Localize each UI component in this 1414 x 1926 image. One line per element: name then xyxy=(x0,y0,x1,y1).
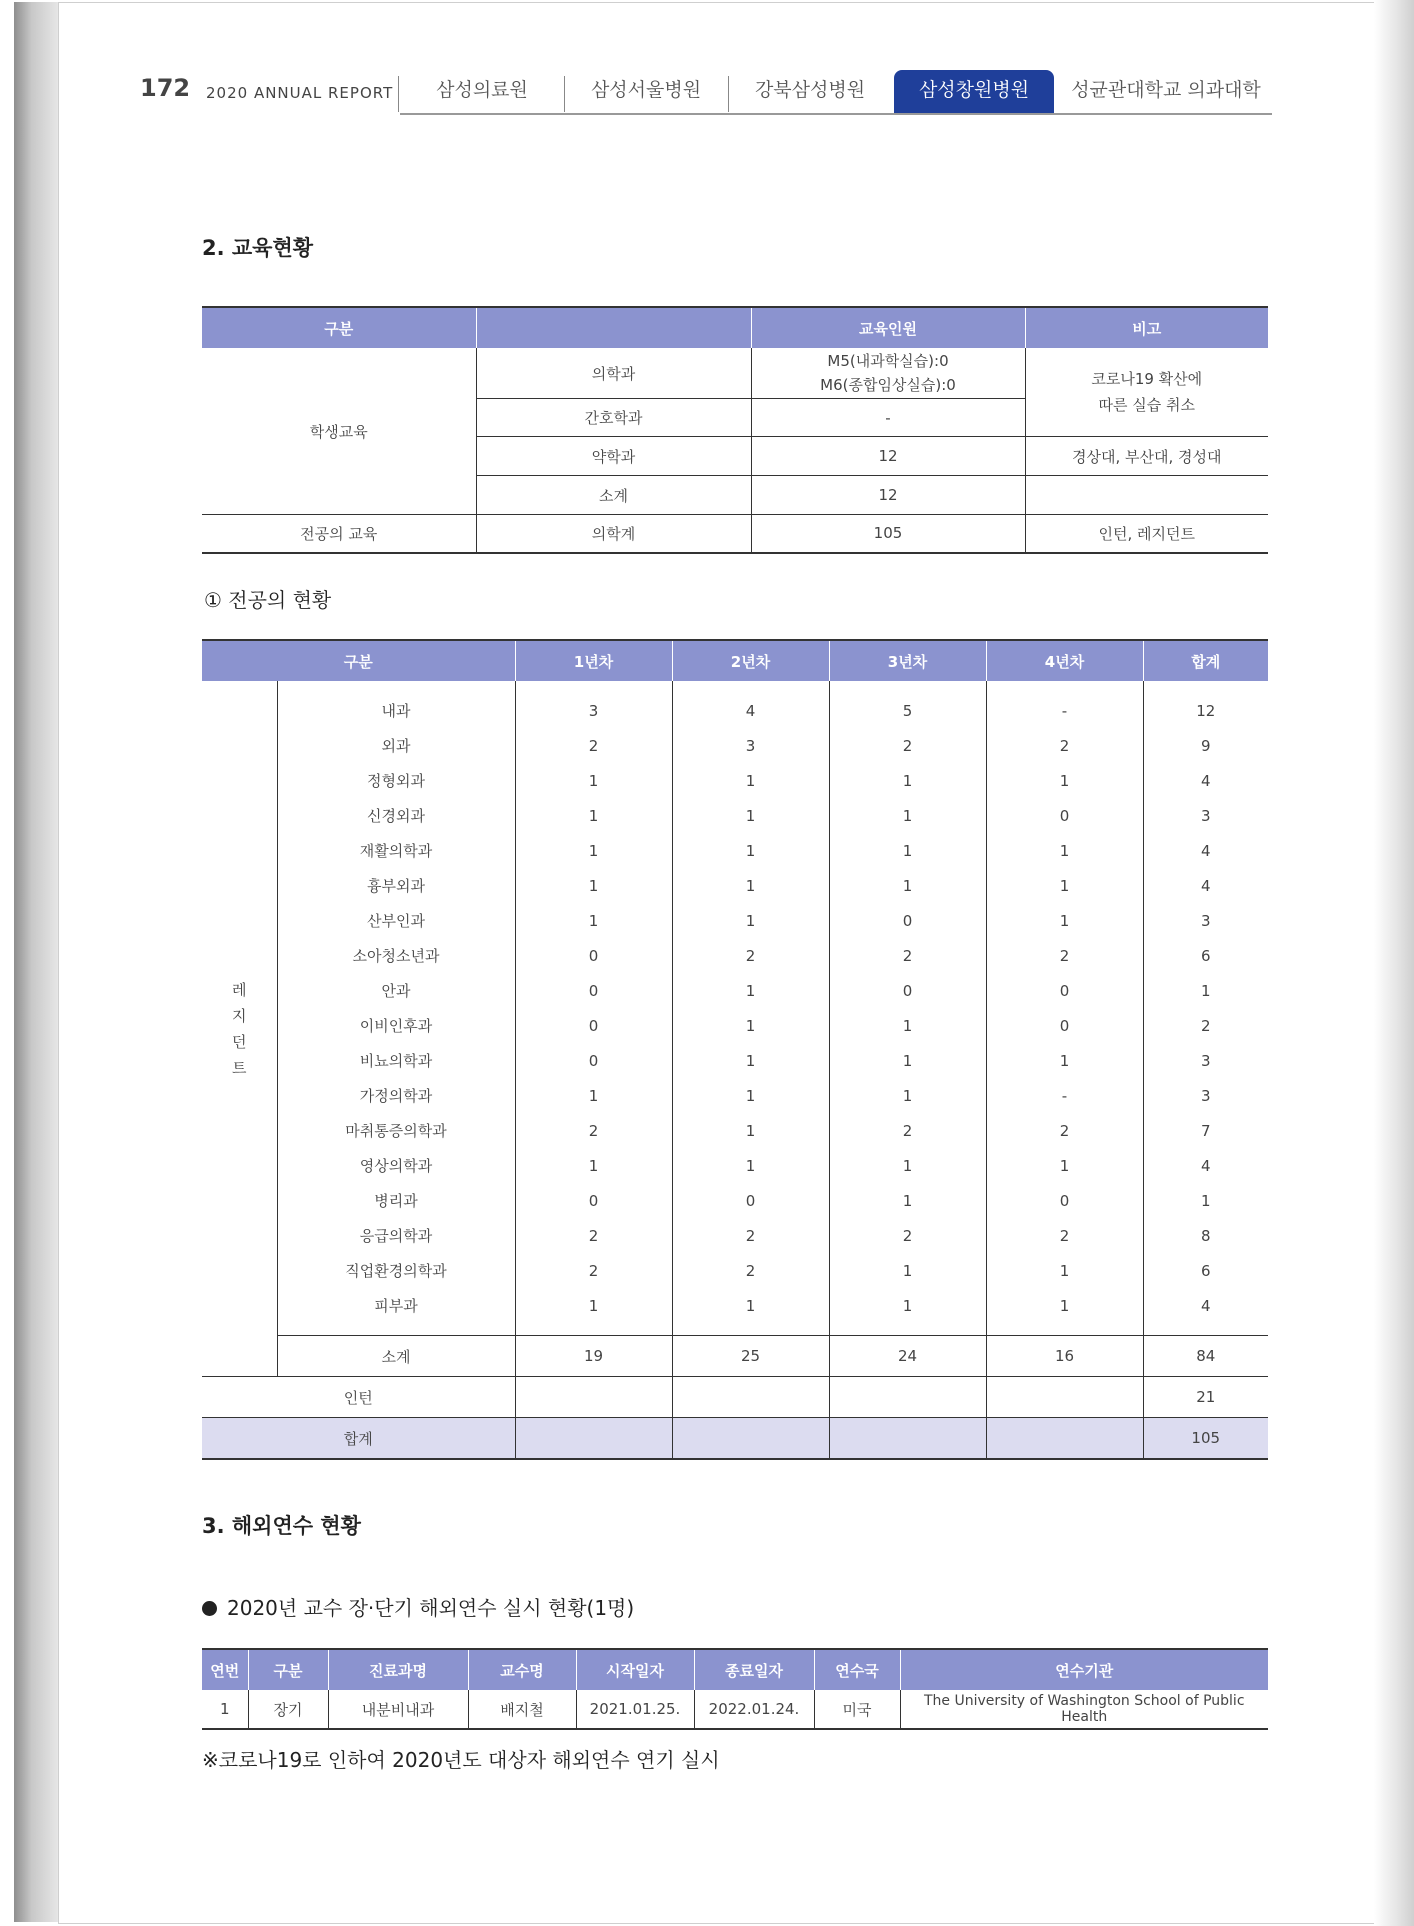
table-cell: 2 xyxy=(1143,1008,1268,1043)
table-cell: 0 xyxy=(986,973,1143,1008)
bullet-icon xyxy=(202,1601,217,1616)
table-cell: 4 xyxy=(1143,763,1268,798)
page-number: 172 xyxy=(140,74,191,102)
table-cell: 0 xyxy=(515,1183,672,1218)
table-cell: 8 xyxy=(1143,1218,1268,1253)
table-cell: 0 xyxy=(515,938,672,973)
table-cell: 1 xyxy=(829,1043,986,1078)
table-cell: 0 xyxy=(515,1043,672,1078)
table-cell: 1 xyxy=(829,833,986,868)
table-cell: 배지철 xyxy=(468,1690,576,1729)
education-table xyxy=(202,306,1268,554)
column-header: 1년차 xyxy=(515,640,672,681)
table-cell: 1 xyxy=(829,868,986,903)
table-cell: 1 xyxy=(515,868,672,903)
table-cell: 소계 xyxy=(476,476,751,515)
table-cell: 미국 xyxy=(814,1690,900,1729)
table-cell: 장기 xyxy=(248,1690,328,1729)
table-cell: - xyxy=(986,693,1143,728)
group-label-char: 지 xyxy=(232,1006,247,1025)
table-cell: 2 xyxy=(829,1113,986,1148)
column-header: 진료과명 xyxy=(328,1649,468,1690)
table-cell: 1 xyxy=(986,833,1143,868)
table-cell: 1 xyxy=(1143,1183,1268,1218)
table-row xyxy=(202,1008,1268,1043)
department-cell: 피부과 xyxy=(374,1297,418,1315)
subtotal-row xyxy=(202,1336,1268,1377)
department-cell: 영상의학과 xyxy=(359,1157,433,1175)
table-cell: 2 xyxy=(829,938,986,973)
table-row xyxy=(202,728,1268,763)
table-cell: 1 xyxy=(986,1148,1143,1183)
table-row xyxy=(202,833,1268,868)
resident-table xyxy=(202,639,1268,1460)
table-cell-group: 학생교육 xyxy=(202,348,476,515)
table-cell: 1 xyxy=(672,868,829,903)
table-cell: 1 xyxy=(829,1253,986,1288)
table-cell: - xyxy=(751,399,1025,437)
table-cell: 1 xyxy=(219,1700,230,1718)
column-header: 연수국 xyxy=(814,1649,900,1690)
department-cell: 비뇨의학과 xyxy=(359,1052,433,1070)
table-cell: 의학계 xyxy=(476,515,751,553)
table-cell: 7 xyxy=(1143,1113,1268,1148)
row-label: 인턴 xyxy=(202,1377,515,1418)
note-line: 코로나19 확산에 xyxy=(1091,370,1203,388)
table-cell: 1 xyxy=(515,903,672,938)
table-cell: 5 xyxy=(829,693,986,728)
table-cell: 4 xyxy=(1143,1288,1268,1323)
department-cell: 병리과 xyxy=(374,1192,418,1210)
table-cell: 2 xyxy=(829,1218,986,1253)
table-cell: 2 xyxy=(986,728,1143,763)
table-cell: - xyxy=(986,1078,1143,1113)
table-cell: The University of Washington School of Public Health xyxy=(900,1690,1268,1729)
table-cell: 1 xyxy=(829,1148,986,1183)
department-cell: 마취통증의학과 xyxy=(345,1122,447,1140)
tab-kangbuk-samsung-hospital[interactable]: 강북삼성병원 xyxy=(754,79,866,101)
tab-skku-medical-school[interactable]: 성균관대학교 의과대학 xyxy=(1071,79,1261,101)
overseas-bullet-title xyxy=(202,1592,634,1621)
table-cell xyxy=(515,1418,672,1460)
column-header: 합계 xyxy=(1143,640,1268,681)
table-row xyxy=(202,763,1268,798)
table-cell: 3 xyxy=(1143,1043,1268,1078)
table-row xyxy=(202,938,1268,973)
table-cell: 3 xyxy=(1143,1078,1268,1113)
table-cell-group: 전공의 교육 xyxy=(300,524,378,543)
resident-group-label xyxy=(202,681,277,1377)
table-cell: 4 xyxy=(1143,833,1268,868)
table-cell: 25 xyxy=(672,1336,829,1377)
table-cell: 12 xyxy=(1143,693,1268,728)
column-header: 구분 xyxy=(202,640,515,681)
column-header: 시작일자 xyxy=(576,1649,694,1690)
table-cell: 인턴, 레지던트 xyxy=(1025,515,1268,553)
table-row xyxy=(202,1218,1268,1253)
header-divider xyxy=(564,76,565,112)
column-header: 구분 xyxy=(202,307,476,348)
table-cell: 1 xyxy=(829,763,986,798)
footnote: ※코로나19로 인하여 2020년도 대상자 해외연수 연기 실시 xyxy=(202,1748,720,1772)
table-cell: 2 xyxy=(515,1218,672,1253)
table-row xyxy=(202,903,1268,938)
table-cell: 21 xyxy=(1143,1377,1268,1418)
column-header: 종료일자 xyxy=(694,1649,814,1690)
department-cell: 재활의학과 xyxy=(359,842,433,860)
column-header: 3년차 xyxy=(829,640,986,681)
table-cell: 1 xyxy=(515,1288,672,1323)
table-cell: 1 xyxy=(672,1008,829,1043)
table-row xyxy=(202,1043,1268,1078)
table-cell xyxy=(751,348,1025,399)
page-header xyxy=(140,70,1272,114)
header-divider xyxy=(398,76,399,112)
table-row xyxy=(202,1288,1268,1323)
total-row xyxy=(202,1418,1268,1460)
table-cell: 1 xyxy=(829,1288,986,1323)
table-cell: 1 xyxy=(515,763,672,798)
table-cell: 0 xyxy=(829,973,986,1008)
table-cell xyxy=(1025,476,1268,515)
department-cell: 신경외과 xyxy=(367,807,425,825)
table-cell xyxy=(986,1377,1143,1418)
table-cell: 12 xyxy=(751,437,1025,476)
overseas-bullet-text: 2020년 교수 장·단기 해외연수 실시 현황(1명) xyxy=(227,1596,635,1620)
table-cell: 6 xyxy=(1143,1253,1268,1288)
table-row xyxy=(202,1113,1268,1148)
table-cell: 의학과 xyxy=(476,348,751,399)
table-cell: 105 xyxy=(1143,1418,1268,1460)
table-row xyxy=(202,693,1268,728)
department-cell: 내과 xyxy=(381,702,411,720)
column-header: 4년차 xyxy=(986,640,1143,681)
table-cell: 4 xyxy=(1143,1148,1268,1183)
table-row xyxy=(202,868,1268,903)
group-label-char: 던 xyxy=(232,1032,247,1051)
table-cell: 1 xyxy=(829,1078,986,1113)
table-cell: 4 xyxy=(1143,868,1268,903)
section-education-title: 2. 교육현황 xyxy=(202,236,314,260)
table-cell: 3 xyxy=(515,693,672,728)
table-cell: 1 xyxy=(672,798,829,833)
table-row xyxy=(202,1253,1268,1288)
table-cell: 19 xyxy=(515,1336,672,1377)
department-cell: 가정의학과 xyxy=(359,1087,433,1105)
table-cell: 1 xyxy=(515,1078,672,1113)
table-cell: 0 xyxy=(515,1008,672,1043)
column-header: 교육인원 xyxy=(751,307,1025,348)
row-label: 합계 xyxy=(202,1418,515,1460)
table-cell: 0 xyxy=(672,1183,829,1218)
table-cell: 1 xyxy=(986,1043,1143,1078)
table-cell-note xyxy=(1025,348,1268,437)
table-cell: 6 xyxy=(1143,938,1268,973)
department-cell: 안과 xyxy=(381,982,411,1000)
table-cell: 1 xyxy=(672,1148,829,1183)
table-cell: 84 xyxy=(1143,1336,1268,1377)
table-row xyxy=(202,798,1268,833)
column-header: 구분 xyxy=(248,1649,328,1690)
department-cell: 직업환경의학과 xyxy=(345,1262,447,1280)
column-header: 교수명 xyxy=(468,1649,576,1690)
department-cell: 소계 xyxy=(277,1336,515,1377)
table-cell xyxy=(515,1377,672,1418)
tab-samsung-changwon-hospital[interactable]: 삼성창원병원 xyxy=(894,70,1054,114)
intern-row xyxy=(202,1377,1268,1418)
table-cell: 2022.01.24. xyxy=(694,1690,814,1729)
table-cell: 3 xyxy=(672,728,829,763)
table-cell: 1 xyxy=(672,973,829,1008)
tab-samsung-seoul-hospital[interactable]: 삼성서울병원 xyxy=(590,79,702,101)
department-cell: 소아청소년과 xyxy=(352,947,440,965)
department-cell: 정형외과 xyxy=(367,772,425,790)
table-cell: 105 xyxy=(751,515,1025,553)
header-rule xyxy=(400,113,1272,115)
table-cell: 1 xyxy=(515,798,672,833)
table-cell xyxy=(829,1377,986,1418)
table-cell: 0 xyxy=(829,903,986,938)
table-cell: 9 xyxy=(1143,728,1268,763)
table-cell: 2 xyxy=(515,728,672,763)
table-cell: 2 xyxy=(829,728,986,763)
table-cell: 1 xyxy=(672,763,829,798)
table-cell: 1 xyxy=(986,903,1143,938)
table-cell: 약학과 xyxy=(476,437,751,476)
column-header: 연번 xyxy=(202,1649,248,1690)
table-cell: 2 xyxy=(672,938,829,973)
table-cell: 1 xyxy=(829,1008,986,1043)
count-line: M6(종합임상실습):0 xyxy=(820,376,956,394)
table-cell: 2 xyxy=(672,1218,829,1253)
book-spine xyxy=(14,2,58,1922)
group-label-char: 트 xyxy=(232,1058,247,1077)
table-cell: 1 xyxy=(829,798,986,833)
table-row xyxy=(202,1078,1268,1113)
header-divider xyxy=(728,76,729,112)
table-cell: 0 xyxy=(986,1008,1143,1043)
column-header: 연수기관 xyxy=(900,1649,1268,1690)
table-cell: 1 xyxy=(986,763,1143,798)
table-cell: 1 xyxy=(672,1078,829,1113)
table-cell: 2 xyxy=(515,1253,672,1288)
table-cell xyxy=(829,1418,986,1460)
table-cell: 1 xyxy=(515,1148,672,1183)
table-row xyxy=(202,1148,1268,1183)
table-cell: 간호학과 xyxy=(476,399,751,437)
table-row xyxy=(202,1183,1268,1218)
table-cell: 2 xyxy=(515,1113,672,1148)
column-header xyxy=(476,307,751,348)
resident-status-title: ① 전공의 현황 xyxy=(204,588,332,612)
table-cell: 24 xyxy=(829,1336,986,1377)
table-cell: 1 xyxy=(672,903,829,938)
table-cell: 1 xyxy=(672,833,829,868)
table-cell: 2 xyxy=(986,1218,1143,1253)
table-cell: 4 xyxy=(672,693,829,728)
table-cell xyxy=(672,1418,829,1460)
report-title: 2020 ANNUAL REPORT xyxy=(206,84,394,102)
tab-samsung-medical-center[interactable]: 삼성의료원 xyxy=(436,79,528,101)
table-cell: 1 xyxy=(672,1043,829,1078)
table-row xyxy=(202,1690,1268,1729)
table-cell: 1 xyxy=(986,1253,1143,1288)
department-cell: 이비인후과 xyxy=(359,1017,433,1035)
table-cell: 3 xyxy=(1143,798,1268,833)
table-cell: 0 xyxy=(515,973,672,1008)
table-cell: 1 xyxy=(672,1288,829,1323)
page-edge-shadow xyxy=(1374,0,1414,1926)
overseas-table xyxy=(202,1648,1268,1730)
table-cell xyxy=(986,1418,1143,1460)
note-line: 따른 실습 취소 xyxy=(1098,396,1195,414)
table-cell: 2021.01.25. xyxy=(576,1690,694,1729)
department-cell: 산부인과 xyxy=(367,912,425,930)
table-cell: 1 xyxy=(986,868,1143,903)
group-label-char: 레 xyxy=(232,980,247,999)
count-line: M5(내과학실습):0 xyxy=(827,352,949,370)
table-cell: 12 xyxy=(751,476,1025,515)
table-cell: 1 xyxy=(515,833,672,868)
table-cell: 2 xyxy=(672,1253,829,1288)
section-overseas-title: 3. 해외연수 현황 xyxy=(202,1514,361,1538)
table-cell: 1 xyxy=(986,1288,1143,1323)
department-cell: 외과 xyxy=(381,737,411,755)
table-cell: 0 xyxy=(986,1183,1143,1218)
column-header: 2년차 xyxy=(672,640,829,681)
table-cell: 1 xyxy=(829,1183,986,1218)
table-cell: 2 xyxy=(986,938,1143,973)
table-cell xyxy=(672,1377,829,1418)
department-cell: 흉부외과 xyxy=(367,877,425,895)
column-header: 비고 xyxy=(1025,307,1268,348)
table-cell: 경상대, 부산대, 경성대 xyxy=(1025,437,1268,476)
department-cell: 응급의학과 xyxy=(359,1227,433,1245)
table-cell: 0 xyxy=(986,798,1143,833)
table-cell: 2 xyxy=(986,1113,1143,1148)
table-cell: 3 xyxy=(1143,903,1268,938)
table-cell: 내분비내과 xyxy=(328,1690,468,1729)
table-cell: 16 xyxy=(986,1336,1143,1377)
table-cell: 1 xyxy=(1143,973,1268,1008)
table-row xyxy=(202,973,1268,1008)
table-cell: 1 xyxy=(672,1113,829,1148)
